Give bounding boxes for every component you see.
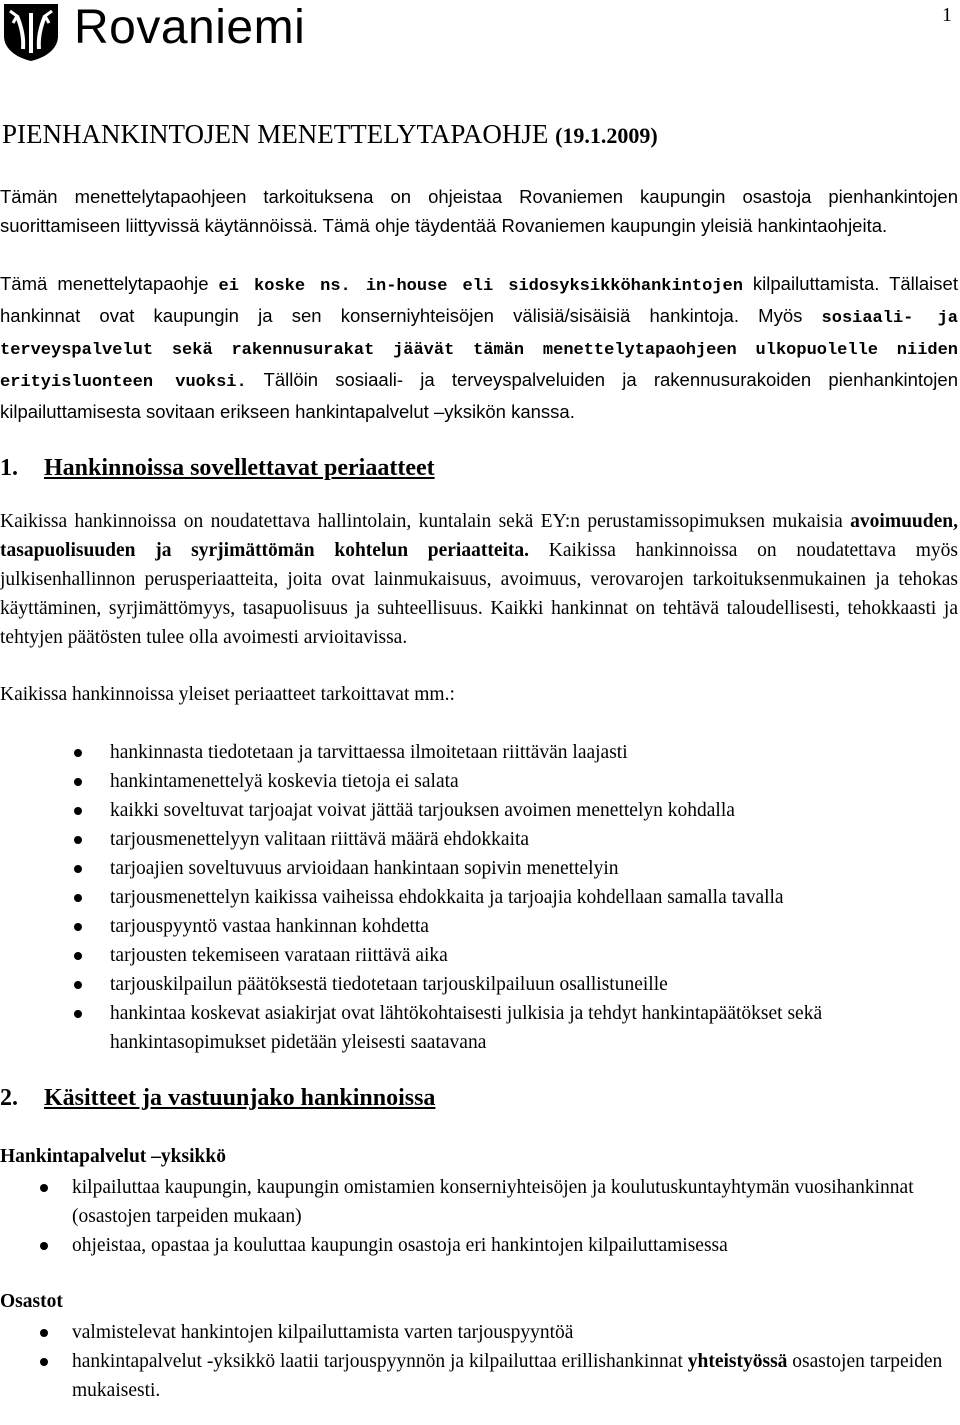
list-item: valmistelevat hankintojen kilpailuttamista varten tarjouspyyntöä (0, 1318, 958, 1347)
intro-paragraph-1: Tämän menettelytapaohjeen tarkoituksena on ohjeistaa Rovaniemen kaupungin osastoja pienhankintojen suorittamiseen liittyvissä käytännöissä. Tämä ohje täydentää Rovaniemen kaupungin yleisiä hankintaohjeita. (0, 186, 958, 236)
intro-p2-text-e: Tällöin sosiaali- ja terveyspalveluiden ja rakennusurakoiden pienhankintojen kilpailuttamisesta sovitaan erikseen hankintapalvelut –yksikön kanssa. (0, 369, 958, 422)
section-2-title: Käsitteet ja vastuunjako hankinnoissa (44, 1085, 436, 1111)
section-1-number: 1. (0, 455, 18, 481)
logo-wordmark: Rovaniemi (74, 1, 306, 54)
intro-p2-emphasis-b: sosiaali- ja terveyspalvelut sekä rakennusurakat jäävät tämän menettelytapaohjeen ulkopuolelle niiden erityisluonteen vuoksi. (0, 309, 959, 392)
section-2-number: 2. (0, 1085, 18, 1111)
principles-list (0, 738, 958, 1057)
osastot-item-text-c: osastojen tarpeiden mukaisesti. (72, 1351, 943, 1401)
list-item: hankintamenettelyä koskevia tietoja ei salata (0, 767, 958, 796)
hankintapalvelut-list (0, 1173, 958, 1260)
list-item: hankintaa koskevat asiakirjat ovat lähtökohtaisesti julkisia ja tehdyt hankintapäätökset sekä hankintasopimukset pidetään yleisesti saatavana (0, 999, 958, 1057)
section-1-paragraph-2: Kaikissa hankinnoissa yleiset periaatteet tarkoittavat mm.: (0, 684, 455, 705)
s1-p1-text-c: Kaikissa hankinnoissa on noudatettava myös julkisenhallinnon perusperiaatteita, joita ovat lainmukaisuus, avoimuus, verovarojen tarkoituksenmukainen ja tehokas käyttäminen, syrjimättömyys, tasapuolisuus ja suhteellisuus. Kaikki hankinnat on tehtävä taloudellisesti, tehokkaasti ja tehtyjen päätösten tulee olla avoimesti arvioitavissa. (0, 540, 958, 648)
title-date: (19.1.2009) (555, 123, 658, 148)
intro-p2-text-a: Tämä menettelytapaohje (0, 273, 219, 294)
page-number: 1 (942, 4, 952, 26)
s1-p1-text-a: Kaikissa hankinnoissa on noudatettava hallintolain, kuntalain sekä EY:n perustamissopimuksen mukaisia (0, 511, 851, 532)
rovaniemi-logo (2, 2, 305, 62)
subheading-hankintapalvelut: Hankintapalvelut –yksikkö (0, 1146, 226, 1167)
osastot-list (0, 1318, 958, 1405)
section-1-paragraph-1 (0, 507, 958, 652)
s1-p1-emphasis: avoimuuden, tasapuolisuuden ja syrjimättömän kohtelun periaatteita. (0, 511, 958, 561)
list-item: tarjoajien soveltuvuus arvioidaan hankintaan sopivin menettelyin (0, 854, 958, 883)
osastot-item-emphasis: yhteistyössä (687, 1351, 788, 1372)
list-item: tarjouskilpailun päätöksestä tiedotetaan tarjouskilpailuun osallistuneille (0, 970, 958, 999)
list-item: tarjouspyyntö vastaa hankinnan kohdetta (0, 912, 958, 941)
section-1-heading (0, 453, 958, 483)
list-item: hankinnasta tiedotetaan ja tarvittaessa ilmoitetaan riittävän laajasti (0, 738, 958, 767)
intro-paragraph-2 (0, 269, 958, 426)
list-item: ohjeistaa, opastaa ja kouluttaa kaupungin osastoja eri hankintojen kilpailuttamisessa (0, 1231, 958, 1260)
rovaniemi-crest-icon (2, 2, 60, 62)
list-item: tarjousmenettelyn kaikissa vaiheissa ehdokkaita ja tarjoajia kohdellaan samalla tavalla (0, 883, 958, 912)
title-main: PIENHANKINTOJEN MENETTELYTAPAOHJE (2, 119, 556, 149)
list-item: tarjousten tekemiseen varataan riittävä aika (0, 941, 958, 970)
document-body (0, 118, 958, 1405)
section-1-title: Hankinnoissa sovellettavat periaatteet (44, 455, 435, 481)
list-item: kaikki soveltuvat tarjoajat voivat jättää tarjouksen avoimen menettelyn kohdalla (0, 796, 958, 825)
osastot-item-text-a: hankintapalvelut -yksikkö laatii tarjouspyynnön ja kilpailuttaa erillishankinnat (72, 1351, 688, 1372)
subheading-osastot: Osastot (0, 1291, 63, 1312)
list-item (0, 1347, 958, 1405)
intro-p2-text-c: kilpailuttamista. Tällaiset hankinnat ovat kaupungin ja sen konserniyhteisöjen välisiä/sisäisiä hankintoja. Myös (0, 273, 958, 326)
intro-p2-emphasis-a: ei koske ns. in-house eli sidosyksikköhankintojen (218, 277, 743, 296)
list-item: tarjousmenettelyyn valitaan riittävä määrä ehdokkaita (0, 825, 958, 854)
section-2-heading (0, 1083, 958, 1113)
list-item: kilpailuttaa kaupungin, kaupungin omistamien konserniyhteisöjen ja koulutuskuntayhtymän vuosihankinnat (osastojen tarpeiden mukaan) (0, 1173, 958, 1231)
document-title (2, 118, 958, 152)
